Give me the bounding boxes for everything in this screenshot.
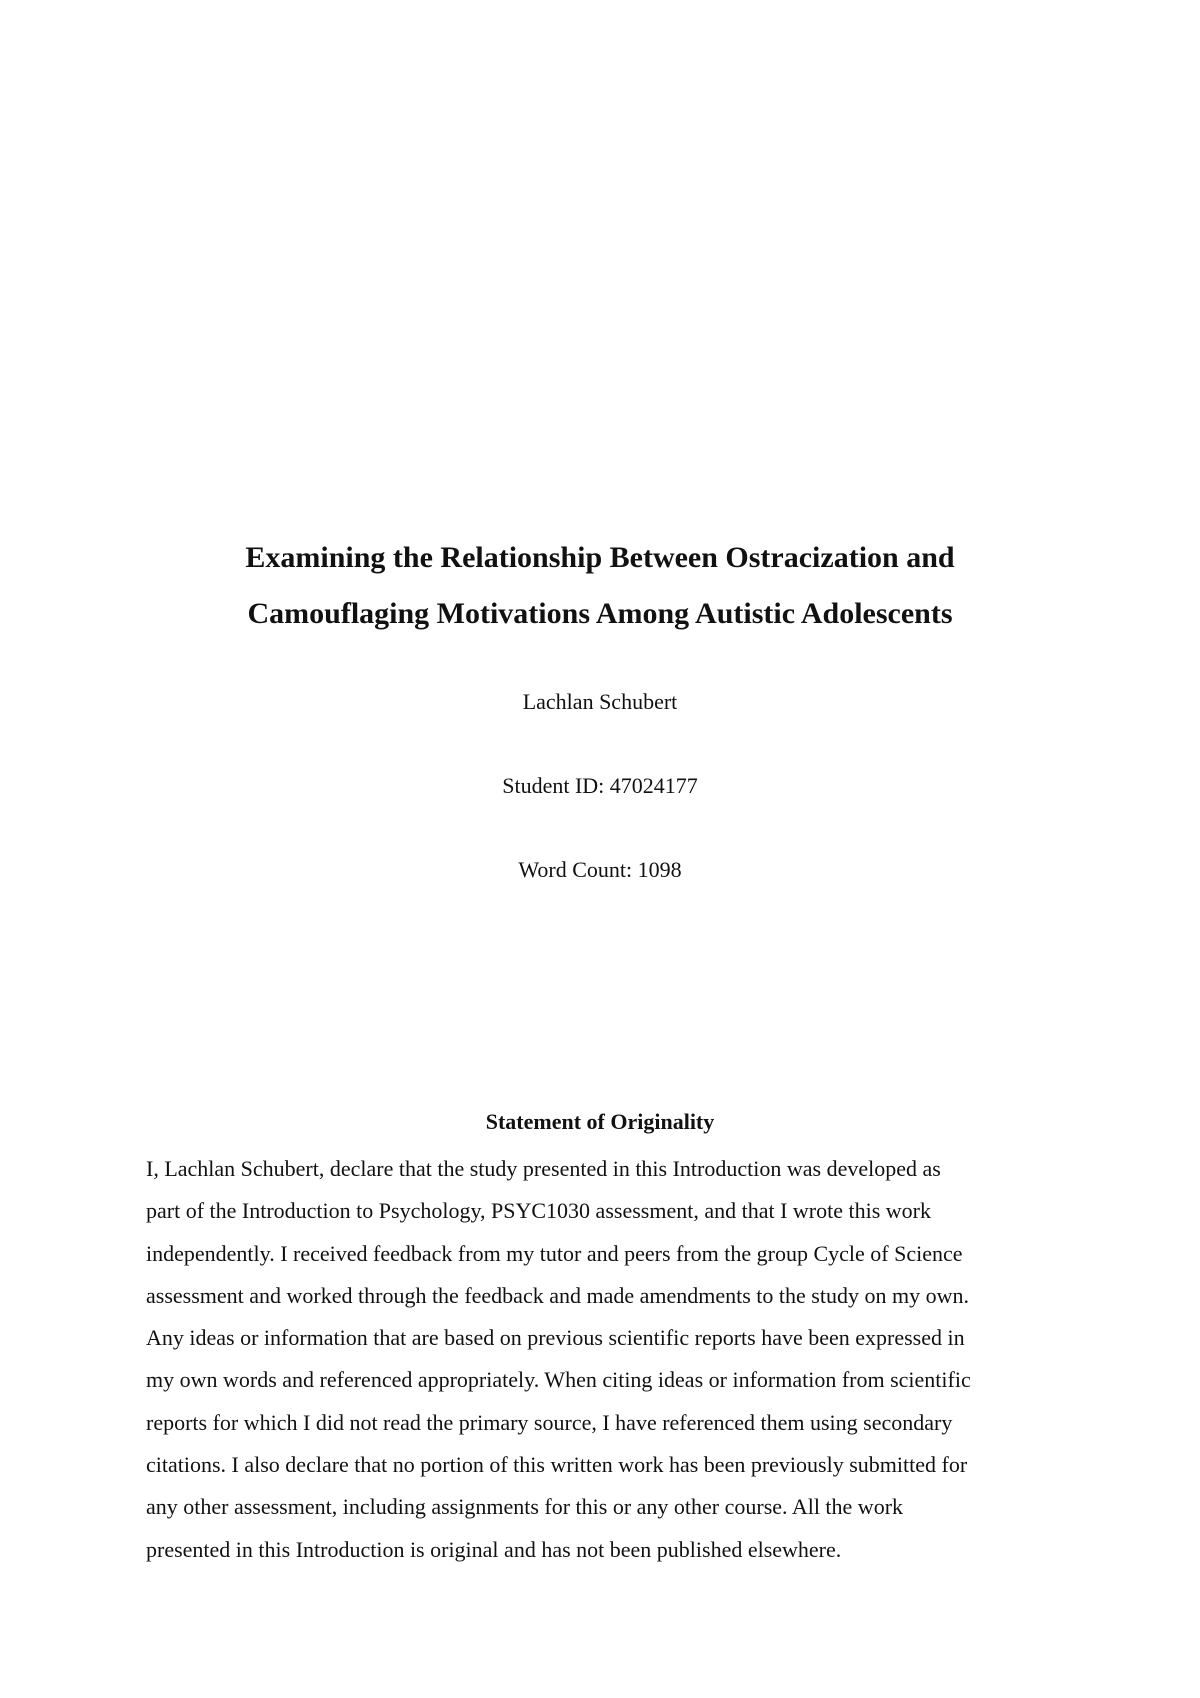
student-id: Student ID: 47024177 <box>502 773 698 798</box>
statement-line: reports for which I did not read the primary source, I have referenced them using secondary <box>146 1409 953 1435</box>
statement-line: Any ideas or information that are based on previous scientific reports have been expressed in <box>146 1325 965 1351</box>
statement-line: my own words and referenced appropriately. When citing ideas or information from scientific <box>146 1367 971 1393</box>
statement-line: assessment and worked through the feedback and made amendments to the study on my own. <box>146 1282 969 1308</box>
statement-line: any other assessment, including assignments for this or any other course. All the work <box>146 1494 904 1520</box>
statement-line: independently. I received feedback from my tutor and peers from the group Cycle of Science <box>146 1240 963 1266</box>
statement-line: part of the Introduction to Psychology, PSYC1030 assessment, and that I wrote this work <box>146 1198 931 1224</box>
document-title <box>0 530 1200 642</box>
statement-line: I, Lachlan Schubert, declare that the study presented in this Introduction was developed as <box>146 1156 941 1181</box>
statement-heading: Statement of Originality <box>485 1109 715 1134</box>
word-count: Word Count: 1098 <box>518 857 682 882</box>
title-line-1: Examining the Relationship Between Ostracization and <box>245 541 955 574</box>
statement-line: presented in this Introduction is original and has not been published elsewhere. <box>146 1536 842 1562</box>
statement-line: citations. I also declare that no portion of this written work has been previously submitted for <box>146 1452 968 1478</box>
author-name: Lachlan Schubert <box>522 689 678 714</box>
title-line-2: Camouflaging Motivations Among Autistic Adolescents <box>247 597 953 630</box>
statement-body <box>146 1148 1076 1571</box>
author-info <box>0 686 1200 938</box>
